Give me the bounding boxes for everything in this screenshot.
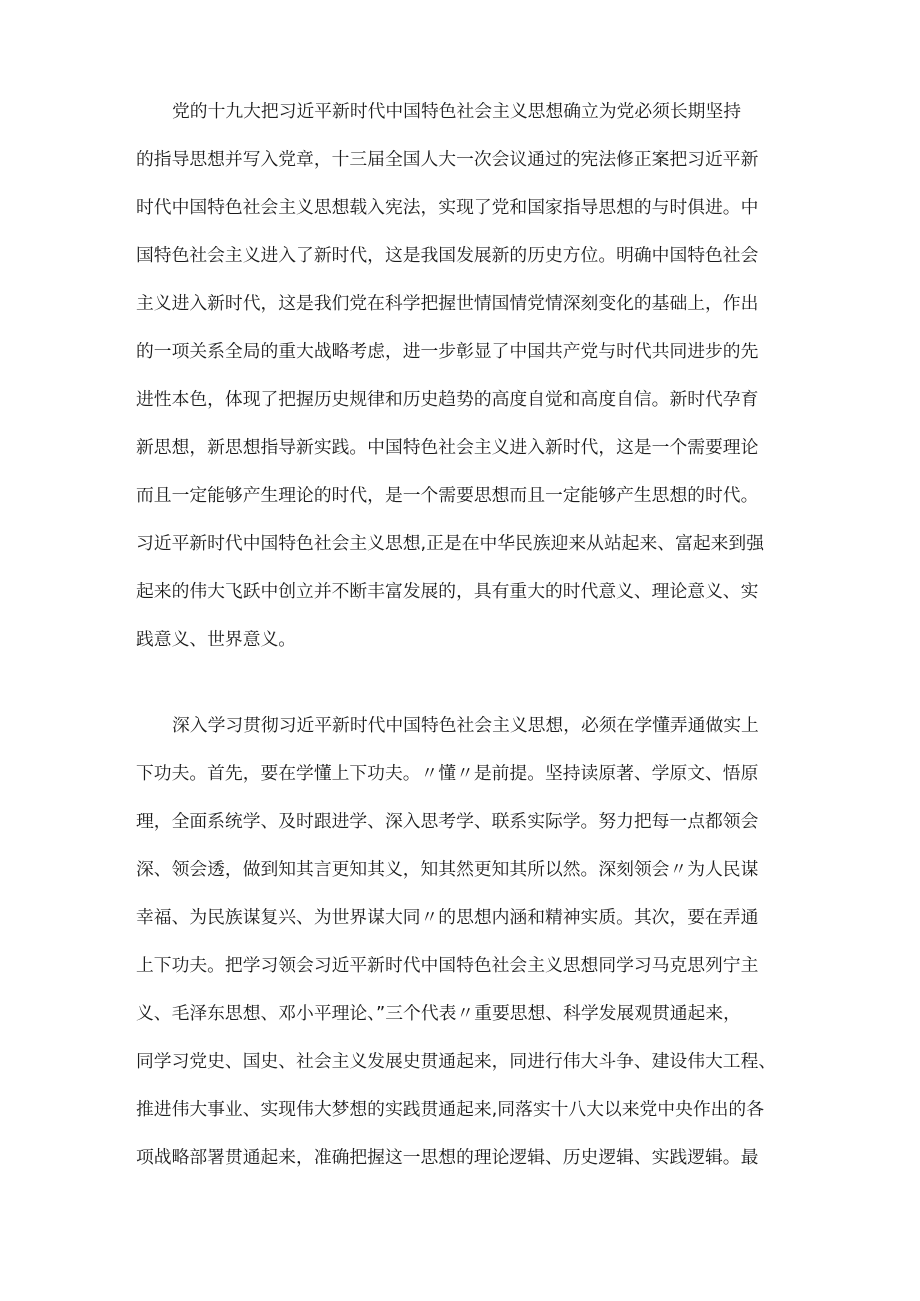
- text-line: 上下功夫。把学习领会习近平新时代中国特色社会主义思想同学习马克思列宁主: [136, 955, 759, 976]
- text-line: 而且一定能够产生理论的时代，是一个需要思想而且一定能够产生思想的时代。: [136, 485, 759, 506]
- text-line: 的指导思想并写入党章，十三届全国人大一次会议通过的宪法修正案把习近平新: [136, 149, 759, 170]
- text-line: 推进伟大事业、实现伟大梦想的实践贯通起来,同落实十八大以来党中央作出的各: [136, 1099, 764, 1120]
- text-line: 深入学习贯彻习近平新时代中国特色社会主义思想，必须在学懂弄通做实上: [172, 715, 759, 736]
- text-line: 践意义、世界意义。: [136, 629, 297, 650]
- text-line: 同学习党史、国史、社会主义发展史贯通起来，同进行伟大斗争、建设伟大工程、: [136, 1051, 777, 1072]
- text-line: 进性本色，体现了把握历史规律和历史趋势的高度自觉和高度自信。新时代孕育: [136, 389, 759, 410]
- paragraph-2: [136, 702, 786, 1182]
- paragraph-1: [136, 88, 786, 664]
- text-line: 国特色社会主义进入了新时代，这是我国发展新的历史方位。明确中国特色社会: [136, 245, 759, 266]
- text-line: 起来的伟大飞跃中创立并不断丰富发展的，具有重大的时代意义、理论意义、实: [136, 581, 759, 602]
- text-line: 党的十九大把习近平新时代中国特色社会主义思想确立为党必须长期坚持: [172, 101, 742, 122]
- text-line: 下功夫。首先，要在学懂上下功夫。〃懂〃是前提。坚持读原著、学原文、悟原: [136, 763, 759, 784]
- text-line: 理，全面系统学、及时跟进学、深入思考学、联系实际学。努力把每一点都领会: [136, 811, 759, 832]
- text-line: 的一项关系全局的重大战略考虑，进一步彰显了中国共产党与时代共同进步的先: [136, 341, 759, 362]
- text-line: 项战略部署贯通起来，准确把握这一思想的理论逻辑、历史逻辑、实践逻辑。最: [136, 1147, 759, 1168]
- text-line: 时代中国特色社会主义思想载入宪法，实现了党和国家指导思想的与时俱进。中: [136, 197, 759, 218]
- text-line: 深、领会透，做到知其言更知其义，知其然更知其所以然。深刻领会〃为人民谋: [136, 859, 759, 880]
- text-line: 习近平新时代中国特色社会主义思想,正是在中华民族迎来从站起来、富起来到强: [136, 533, 764, 554]
- text-line: 主义进入新时代，这是我们党在科学把握世情国情党情深刻变化的基础上，作出: [136, 293, 759, 314]
- text-line: 义、毛泽东思想、邓小平理论、”三个代表〃重要思想、科学发展观贯通起来，: [136, 1003, 741, 1024]
- text-line: 幸福、为民族谋复兴、为世界谋大同〃的思想内涵和精神实质。其次，要在弄通: [136, 907, 759, 928]
- text-line: 新思想，新思想指导新实践。中国特色社会主义进入新时代，这是一个需要理论: [136, 437, 759, 458]
